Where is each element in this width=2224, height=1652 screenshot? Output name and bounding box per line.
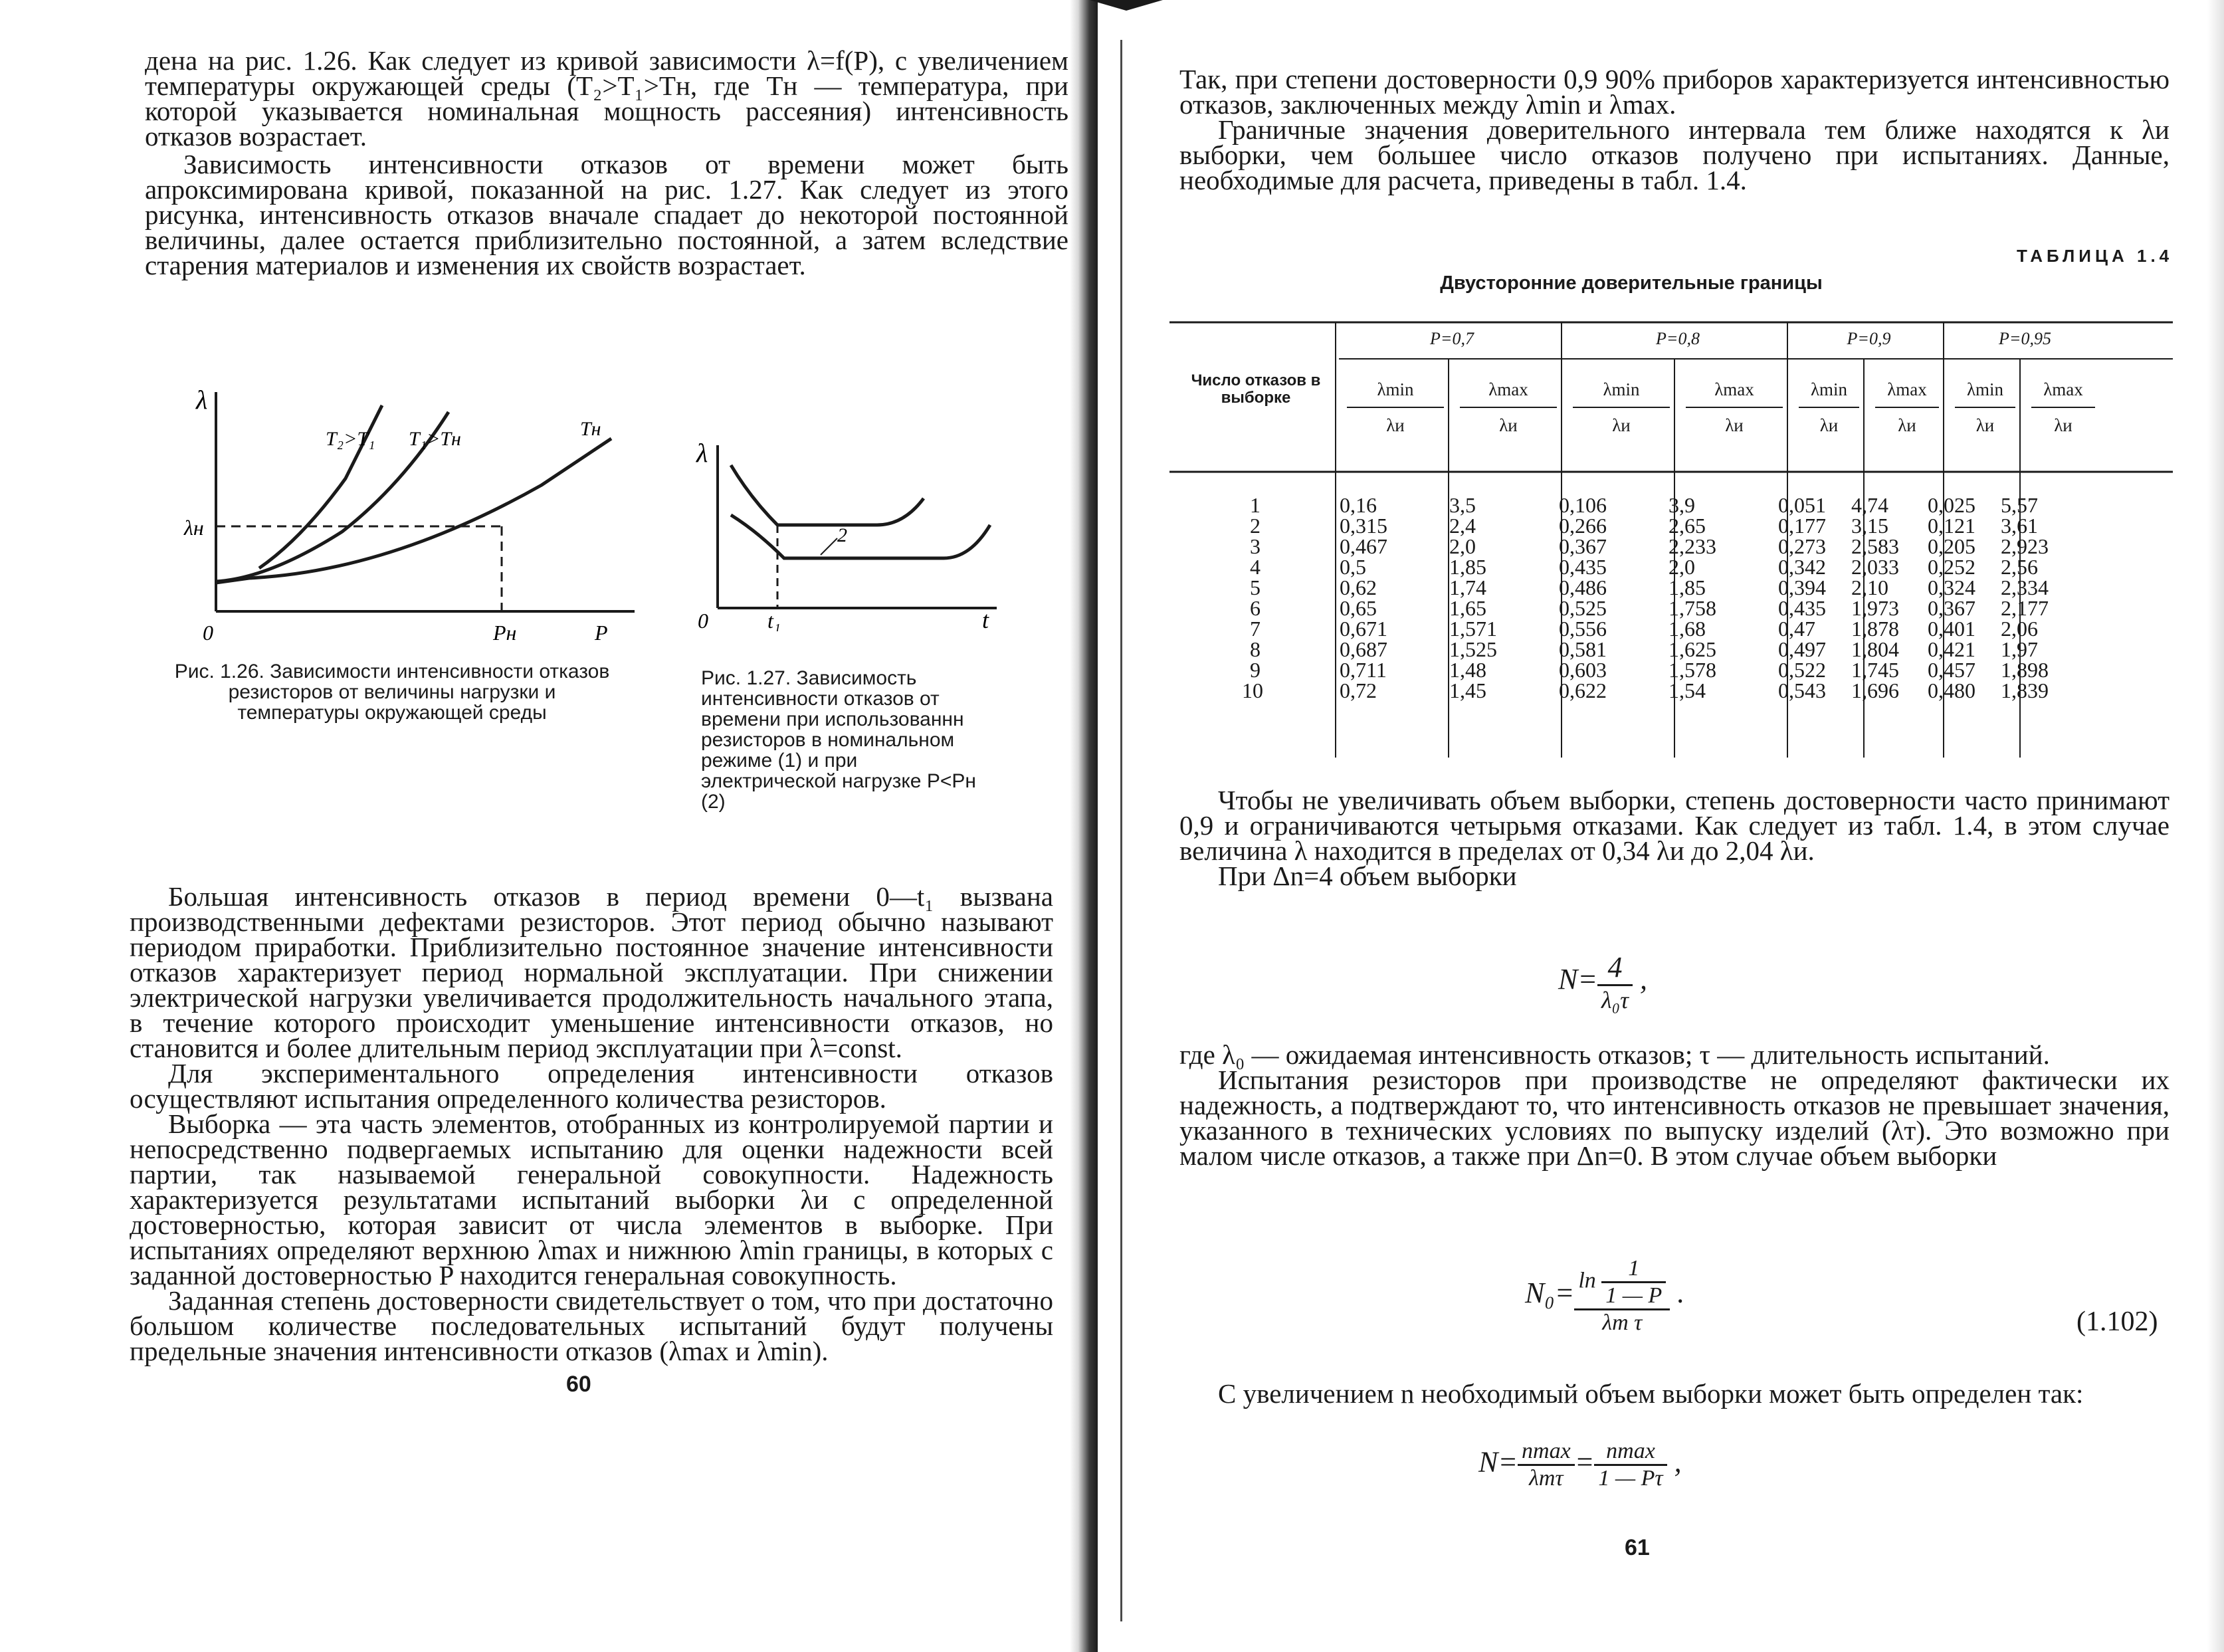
table-cell: 0,687 [1340, 637, 1387, 661]
paragraph: Зависимость интенсивности отказов от времени может быть апроксимирована кривой, показанной на рис. 1.27. Как следует из этого рисунка, интенсивность отказов вначале спадает до некоторой постоянной величины, далее остается приблизительно постоянной, а затем вследствие старения материалов и изменения их свойств возрастает. [145, 149, 1068, 280]
table-row [1336, 516, 2073, 536]
row-number: 2 [1250, 514, 1261, 538]
table-cell: 0,367 [1928, 596, 1975, 620]
formula-n-max [1478, 1439, 1682, 1491]
formula-denominator: λт τ [1602, 1310, 1643, 1335]
table-cell: 2,06 [2001, 617, 2038, 641]
table-cell: 3,5 [1449, 493, 1476, 517]
subheader-denominator: λи [2054, 415, 2072, 435]
curve-2-label: 2 [837, 524, 847, 546]
table-cell: 0,051 [1778, 493, 1826, 517]
table-cell: 0,525 [1559, 596, 1607, 620]
table-cell: 0,435 [1778, 596, 1826, 620]
paragraph: С увеличением n необходимый объем выборки может быть определен так: [1218, 1378, 2084, 1409]
table-cell: 3,9 [1668, 493, 1695, 517]
subheader-denominator: λи [1499, 415, 1518, 435]
paragraph: Испытания резисторов при производстве не определяют фактически их надежность, а подтверждают то, что интенсивность отказов не превышает значения, указанного в технических условиях по выпуску изделий (λт). Это возможно при малом числе отказов, а также при Δn=0. В этом случае объем выборки [1179, 1065, 2170, 1171]
subheader-denominator: λи [1725, 415, 1744, 435]
table-cell: 0,252 [1928, 555, 1975, 579]
table-cell: 1,745 [1851, 658, 1899, 682]
table-cell: 3,61 [2001, 514, 2038, 538]
formula-denominator: λ₀τ [1601, 987, 1629, 1013]
table-cell: 0,603 [1559, 658, 1607, 682]
table-cell: 1,97 [2001, 637, 2038, 661]
paragraph: Большая интенсивность отказов в период времени 0—t₁ вызвана производственными дефектами резисторов. Этот период обычно называют периодом приработки. Приблизительно постоянное значение интенсивности отказов характеризует период нормальной эксплуатации. При снижении электрической нагрузки увеличивается продолжительность начального этапа, в течение которого происходит уменьшение интенсивности отказов, но становится и более длительным период эксплуатации при λ=const. [130, 881, 1053, 1063]
page-number-right: 61 [1625, 1535, 1650, 1560]
table-row [1336, 619, 2073, 639]
table-cell: 2,56 [2001, 555, 2038, 579]
table-cell: 0,394 [1778, 575, 1826, 599]
table-cell: 1,758 [1668, 596, 1716, 620]
table-cell: 1,804 [1851, 637, 1899, 661]
table-cell: 4,74 [1851, 493, 1888, 517]
table-cell: 1,839 [2001, 678, 2049, 702]
table-cell: 0,367 [1559, 534, 1607, 558]
formula-n0 [1525, 1256, 1684, 1336]
table-row [1336, 536, 2073, 557]
formula-tail: , [1640, 963, 1648, 996]
table-row-header: Число отказов в выборке [1191, 371, 1321, 407]
subheader-denominator: λи [1975, 415, 1995, 435]
page-number-left: 60 [566, 1372, 591, 1397]
inner-denominator: 1 — P [1605, 1283, 1663, 1308]
label-pn: Pн [493, 621, 517, 645]
origin-label: 0 [698, 609, 708, 631]
table-cell: 0,342 [1778, 555, 1826, 579]
table-cell: 0,205 [1928, 534, 1975, 558]
table-cell: 0,121 [1928, 514, 1975, 538]
subheader-numerator: λmax [1875, 372, 1939, 408]
table-cell: 2,583 [1851, 534, 1899, 558]
subheader-numerator: λmax [1686, 372, 1783, 408]
table-cell: 0,522 [1778, 658, 1826, 682]
figure-1-27-plot [678, 432, 1023, 631]
formula-lhs: N₀= [1525, 1277, 1575, 1310]
formula-number: (1.102) [2076, 1306, 2158, 1337]
row-number: 5 [1250, 575, 1261, 599]
axis-label-t: t [982, 607, 989, 631]
subheader-cell [1867, 372, 1947, 443]
table-cell: 2,0 [1449, 534, 1476, 558]
formula-tail: , [1674, 1445, 1682, 1479]
group-header-p08: P=0,8 [1656, 329, 1700, 348]
right-page [1100, 0, 2224, 1652]
curve-1 [731, 465, 924, 525]
group-header-p095: P=0,95 [1999, 329, 2051, 348]
table-cell: 0,543 [1778, 678, 1826, 702]
table-cell: 0,671 [1340, 617, 1387, 641]
table-cell: 0,266 [1559, 514, 1607, 538]
table-cell: 0,72 [1340, 678, 1377, 702]
table-cell: 0,435 [1559, 555, 1607, 579]
table-cell: 0,467 [1340, 534, 1387, 558]
subheader-numerator: λmax [2031, 372, 2095, 408]
table-cell: 2,177 [2001, 596, 2049, 620]
table-cell: 0,177 [1778, 514, 1826, 538]
subheader-cell [1339, 372, 1452, 443]
table-cell: 1,45 [1449, 678, 1486, 702]
table-cell: 2,923 [2001, 534, 2049, 558]
figure-1-26-caption: Рис. 1.26. Зависимости интенсивности отказов резисторов от величины нагрузки и температуры окружающей среды [174, 661, 610, 724]
subheader-numerator: λmax [1460, 372, 1557, 408]
table-cell: 0,62 [1340, 575, 1377, 599]
paragraph: Чтобы не увеличивать объем выборки, степень достоверности часто принимают 0,9 и ограничиваются четырьмя отказами. Как следует из табл. 1.4, в этом случае величина λ находится в пределах от 0,34 λи до 2,04 λи. [1179, 785, 2170, 866]
row-number: 1 [1250, 493, 1261, 517]
paragraph: дена на рис. 1.26. Как следует из кривой зависимости λ=f(P), с увеличением температуры окружающей среды (T₂>T₁>Tн, где Tн — температура, при которой указывается номинальная мощность рассеяния) интенсивность отказов возрастает. [145, 45, 1068, 152]
subheader-numerator: λmin [1573, 372, 1670, 408]
subheader-cell [1947, 372, 2023, 443]
left-page [0, 0, 1100, 1652]
paragraph: При Δn=4 объем выборки [1218, 861, 1517, 891]
origin-label: 0 [203, 621, 213, 645]
row-number: 7 [1250, 617, 1261, 641]
paragraph: где λ₀ — ожидаемая интенсивность отказов; τ — длительность испытаний. [1179, 1039, 2050, 1070]
axis-label-p: P [595, 621, 608, 645]
table-cell: 3,15 [1851, 514, 1888, 538]
table-cell: 1,68 [1668, 617, 1706, 641]
right-after-table-text [1179, 785, 2170, 891]
subheader-cell [1452, 372, 1565, 443]
subheader-cell [1565, 372, 1678, 443]
table-cell: 2,65 [1668, 514, 1706, 538]
label-t1: t₁ [767, 609, 781, 631]
subheader-denominator: λи [1386, 415, 1405, 435]
label-lambda-n: λн [184, 516, 204, 540]
table-cell: 0,486 [1559, 575, 1607, 599]
table-cell: 0,315 [1340, 514, 1387, 538]
table-cell: 0,47 [1778, 617, 1815, 641]
axis-label-lambda: λ [196, 385, 208, 415]
table-cell: 1,85 [1668, 575, 1706, 599]
subheader-numerator: λmin [1955, 372, 2015, 408]
paragraph: Для экспериментального определения интенсивности отказов осуществляют испытания определенного количества резисторов. [130, 1058, 1053, 1114]
row-number: 6 [1250, 596, 1261, 620]
figure-1-26-plot [169, 372, 674, 651]
equals: = [1574, 1445, 1595, 1479]
axis-label-lambda: λ [696, 438, 708, 468]
table-cell: 0,5 [1340, 555, 1366, 579]
table-cell: 0,711 [1340, 658, 1387, 682]
row-number: 10 [1242, 678, 1263, 702]
table-cell: 1,525 [1449, 637, 1497, 661]
subheader-cell [2023, 372, 2103, 443]
label-t1-gt-tn: T₁>Tн [409, 428, 461, 450]
label-t2-gt-t1: T₂>T₁ [326, 428, 375, 450]
table-cell: 0,273 [1778, 534, 1826, 558]
table-cell: 1,625 [1668, 637, 1716, 661]
table-cell: 0,581 [1559, 637, 1607, 661]
table-row [1336, 557, 2073, 577]
curve-2 [731, 515, 990, 558]
formula-lhs: N= [1558, 963, 1598, 996]
paragraph: Заданная степень достоверности свидетельствует о том, что при достаточно большом количестве последовательных испытаний будут получены предельные значения интенсивности отказов (λmax и λmin). [130, 1285, 1053, 1366]
table-cell: 0,480 [1928, 678, 1975, 702]
table-cell: 0,622 [1559, 678, 1607, 702]
right-intro-text [1179, 66, 2170, 193]
data-table [1336, 495, 2073, 701]
row-number: 3 [1250, 534, 1261, 558]
formula-sample-size [1558, 950, 1647, 1014]
table-cell: 1,696 [1851, 678, 1899, 702]
table-cell: 2,10 [1851, 575, 1888, 599]
formula-numerator: 4 [1597, 950, 1633, 986]
ln-symbol: ln [1578, 1268, 1596, 1293]
right-where-text [1179, 1039, 2170, 1171]
formula-tail: . [1677, 1277, 1685, 1310]
table-row [1336, 598, 2073, 619]
group-header-p09: P=0,9 [1847, 329, 1891, 348]
numerator-2: nmax [1594, 1439, 1667, 1466]
table-label: ТАБЛИЦА 1.4 [2017, 246, 2173, 266]
subheader-cell [1791, 372, 1867, 443]
right-increase-text [1179, 1378, 2170, 1409]
denominator-1: λтτ [1529, 1466, 1564, 1491]
subheader-numerator: λmin [1799, 372, 1859, 408]
group-header-p07: P=0,7 [1430, 329, 1474, 348]
table-cell: 1,85 [1449, 555, 1486, 579]
row-number: 9 [1250, 658, 1261, 682]
table-cell: 0,556 [1559, 617, 1607, 641]
table-row [1336, 639, 2073, 660]
table-cell: 1,578 [1668, 658, 1716, 682]
formula-lhs: N= [1478, 1445, 1518, 1479]
inner-numerator: 1 [1601, 1256, 1666, 1283]
table-cell: 1,973 [1851, 596, 1899, 620]
table-row [1336, 577, 2073, 598]
subheader-denominator: λи [1898, 415, 1916, 435]
paragraph: Граничные значения доверительного интервала тем ближе находятся к λи выборки, чем бо́льшее число отказов получено при испытаниях. Данные, необходимые для расчета, приведены в табл. 1.4. [1179, 114, 2170, 195]
subheader-cell [1678, 372, 1791, 443]
subheader-numerator: λmin [1347, 372, 1444, 408]
table-cell: 1,571 [1449, 617, 1497, 641]
table-cell: 1,898 [2001, 658, 2049, 682]
left-main-text [130, 881, 1053, 1366]
table-row [1336, 495, 2073, 516]
table-cell: 0,497 [1778, 637, 1826, 661]
figure-1-27-caption: Рис. 1.27. Зависимость интенсивности отказов от времени при использованнн резисторов в номинальном режиме (1) и при электрической нагрузке P<Pн (2) [701, 667, 976, 813]
subheader-denominator: λи [1612, 415, 1631, 435]
table-cell: 1,74 [1449, 575, 1486, 599]
table-cell: 2,334 [2001, 575, 2049, 599]
table-cell: 1,54 [1668, 678, 1706, 702]
table-cell: 1,878 [1851, 617, 1899, 641]
table-cell: 1,65 [1449, 596, 1486, 620]
table-cell: 0,457 [1928, 658, 1975, 682]
table-cell: 0,65 [1340, 596, 1377, 620]
table-cell: 2,233 [1668, 534, 1716, 558]
numerator-1: nmax [1518, 1439, 1575, 1466]
table-cell: 0,106 [1559, 493, 1607, 517]
subheader-denominator: λи [1819, 415, 1839, 435]
paragraph: Выборка — эта часть элементов, отобранных из контролируемой партии и непосредственно подвергаемых испытанию для оценки надежности всей партии, так называемой генеральной совокупности. Надежность характеризуется результатами испытаний выборки λи с определенной достоверностью, которая зависит от числа элементов в выборке. При испытаниях определяют верхнюю λmax и нижнюю λmin границы, в которых с заданной достоверностью P находится генеральная совокупность. [130, 1108, 1053, 1291]
table-cell: 2,033 [1851, 555, 1899, 579]
table-cell: 1,48 [1449, 658, 1486, 682]
table-cell: 0,324 [1928, 575, 1975, 599]
table-title: Двусторонние доверительные границы [1440, 272, 1823, 294]
table-cell: 0,16 [1340, 493, 1377, 517]
paragraph: Так, при степени достоверности 0,9 90% приборов характеризуется интенсивностью отказов, заключенных между λmin и λmax. [1179, 64, 2170, 120]
table-cell: 2,4 [1449, 514, 1476, 538]
left-intro-text [145, 45, 1068, 280]
label-tn: Tн [580, 418, 601, 440]
table-cell: 2,0 [1668, 555, 1695, 579]
table-cell: 5,57 [2001, 493, 2038, 517]
table-row [1336, 680, 2073, 701]
denominator-2: 1 — Pτ [1598, 1466, 1663, 1491]
table-cell: 0,401 [1928, 617, 1975, 641]
row-number: 4 [1250, 555, 1261, 579]
table-cell: 0,421 [1928, 637, 1975, 661]
table-row [1336, 660, 2073, 680]
row-number: 8 [1250, 637, 1261, 661]
table-cell: 0,025 [1928, 493, 1975, 517]
